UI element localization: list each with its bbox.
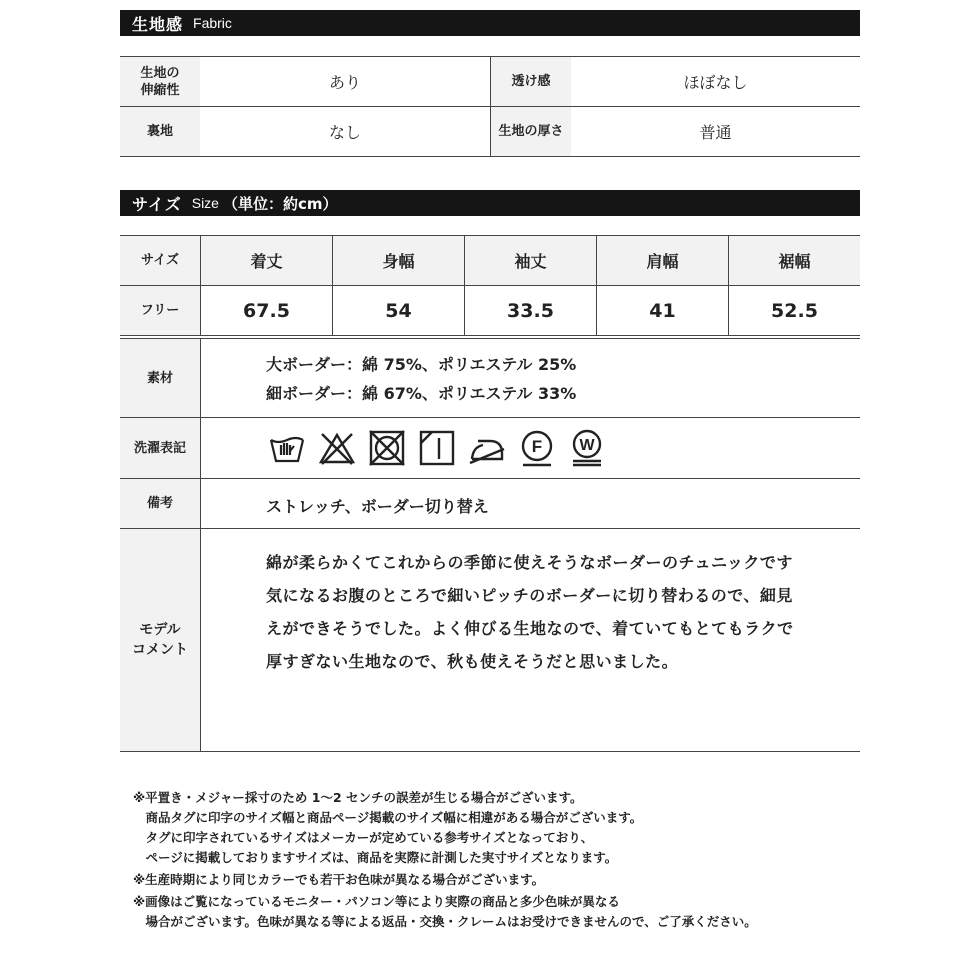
size-col-header-shoulder: 肩幅 bbox=[597, 236, 728, 285]
size-col-header-length: 着丈 bbox=[201, 236, 332, 285]
sheer-value: ほぼなし bbox=[683, 73, 748, 92]
stretch-label-line2: 伸縮性 bbox=[140, 82, 180, 98]
care-label: 洗濯表記 bbox=[120, 418, 200, 478]
comment-line: 気になるお腹のところで細いピッチのボーダーに切り替わるので、細見 bbox=[266, 586, 793, 605]
model-comment bbox=[266, 546, 856, 678]
comment-label-line1: モデル bbox=[139, 622, 181, 638]
material-line-1: 大ボーダー：綿 75%、ポリエステル 25% bbox=[266, 355, 577, 374]
no-bleach-icon bbox=[318, 429, 356, 467]
remarks-label: 備考 bbox=[120, 479, 200, 528]
comment-label bbox=[120, 529, 200, 751]
size-section-header bbox=[120, 190, 860, 216]
fabric-table-bottom-border bbox=[120, 156, 860, 157]
size-table-bottom-border bbox=[120, 335, 860, 336]
size-header-unit: （単位：約cm） bbox=[222, 194, 338, 213]
stretch-label bbox=[120, 57, 200, 106]
iron-low-icon bbox=[468, 429, 506, 467]
lining-label: 裏地 bbox=[120, 107, 200, 156]
size-table-bottom-border-2 bbox=[120, 338, 860, 339]
stretch-label-line1: 生地の bbox=[140, 65, 180, 81]
note-line: ※生産時期により同じカラーでも若干お色味が異なる場合がございます。 bbox=[133, 872, 545, 887]
size-value-sleeve: 33.5 bbox=[507, 299, 554, 322]
material-line-2: 細ボーダー：綿 67%、ポリエステル 33% bbox=[266, 384, 577, 403]
fabric-header-jp: 生地感 bbox=[132, 14, 184, 34]
material-label: 素材 bbox=[120, 339, 200, 417]
svg-text:F: F bbox=[531, 437, 543, 456]
note-line: 商品タグに印字のサイズ幅と商品ページ掲載のサイズ幅に相違がある場合がございます。 bbox=[133, 810, 643, 825]
size-corner-label: サイズ bbox=[120, 236, 200, 285]
size-value-shoulder: 41 bbox=[649, 299, 676, 322]
note-line: ※平置き・メジャー採寸のため 1〜2 センチの誤差が生じる場合がございます。 bbox=[133, 790, 583, 805]
size-col-header-width: 身幅 bbox=[333, 236, 464, 285]
comment-line: 綿が柔らかくてこれからの季節に使えそうなボーダーのチュニックです bbox=[266, 553, 793, 572]
fabric-section-header bbox=[120, 10, 860, 36]
details-label-divider bbox=[200, 339, 201, 751]
note-line: 場合がございます。色味が異なる等による返品・交換・クレームはお受けできませんので、ご了承ください。 bbox=[133, 914, 757, 929]
wet-clean-w-icon bbox=[568, 429, 606, 467]
note-line: ※画像はご覧になっているモニター・パソコン等により実際の商品と多少色味が異なる bbox=[133, 894, 620, 909]
details-row-border bbox=[120, 528, 860, 529]
note-line: ページに掲載しておりますサイズは、商品を実際に計測した実寸サイズとなります。 bbox=[133, 850, 618, 865]
fabric-header-en: Fabric bbox=[193, 15, 232, 31]
size-col-header-sleeve: 袖丈 bbox=[465, 236, 596, 285]
lining-value: なし bbox=[328, 123, 361, 142]
size-header-jp: サイズ bbox=[132, 194, 182, 214]
size-value-width: 54 bbox=[385, 299, 412, 322]
thickness-label: 生地の厚さ bbox=[491, 107, 571, 156]
note-line: タグに印字されているサイズはメーカーが定めている参考サイズとなっており、 bbox=[133, 830, 594, 845]
details-row-border bbox=[120, 417, 860, 418]
size-value-length: 67.5 bbox=[243, 299, 290, 322]
no-tumble-dry-icon bbox=[368, 429, 406, 467]
size-row-label: フリー bbox=[120, 286, 200, 335]
stretch-value: あり bbox=[328, 73, 361, 92]
details-row-border bbox=[120, 478, 860, 479]
sheer-label: 透け感 bbox=[491, 57, 571, 106]
thickness-value: 普通 bbox=[699, 123, 732, 142]
comment-line: 厚すぎない生地なので、秋も使えそうだと思いました。 bbox=[266, 652, 679, 671]
size-value-hem: 52.5 bbox=[771, 299, 818, 322]
size-col-header-hem: 裾幅 bbox=[729, 236, 860, 285]
details-bottom-border bbox=[120, 751, 860, 752]
line-dry-shade-icon bbox=[418, 429, 456, 467]
svg-text:W: W bbox=[579, 437, 595, 454]
notes-block bbox=[133, 788, 853, 932]
comment-line: えができそうでした。よく伸びる生地なので、着ていてもとてもラクで bbox=[266, 619, 794, 638]
comment-label-line2: コメント bbox=[132, 642, 188, 658]
remarks-value: ストレッチ、ボーダー切り替え bbox=[266, 497, 489, 516]
hand-wash-icon bbox=[268, 429, 306, 467]
size-header-en: Size bbox=[191, 195, 219, 211]
dry-clean-f-icon bbox=[518, 429, 556, 467]
